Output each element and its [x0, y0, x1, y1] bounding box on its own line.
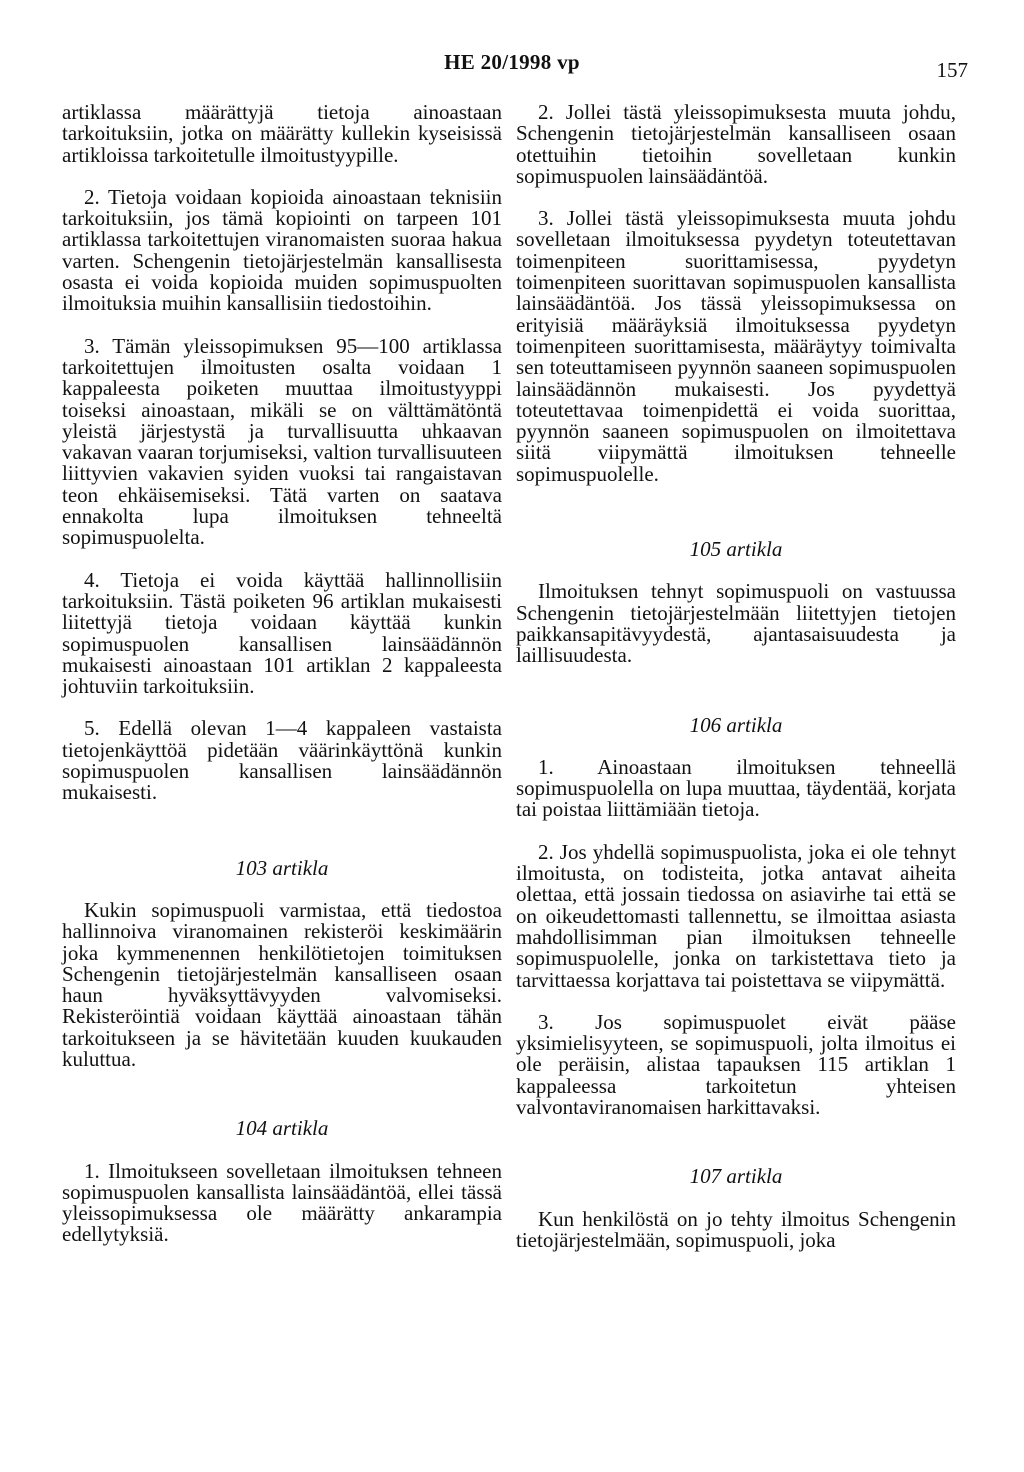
article-heading-105: 105 artikla [689, 537, 783, 562]
right-column [516, 96, 956, 1251]
paragraph-continuation: artiklassa määrättyjä tietoja ainoastaan tarkoituksiin, jotka on määrätty kullekin kyseisissä artikloissa tarkoitetulle ilmoitustyypille. [62, 100, 502, 167]
left-column [62, 96, 502, 1246]
article-107-text: Kun henkilöstä on jo tehty ilmoitus Schengenin tietojärjestelmään, sopimuspuoli, joka [516, 1206, 956, 1252]
article-heading-103: 103 artikla [235, 855, 329, 880]
article-103-text: Kukin sopimuspuoli varmistaa, että tiedostoa hallinnoiva viranomainen rekisteröi keskimäärin joka kymmenennen henkilötietojen toimituksen Schengenin tietojärjestelmän kansalliseen osaan haun hyväksyttävyyden valvomiseksi. Rekisteröintiä voidaan käyttää ainoastaan tähän tarkoitukseen ja se hävitetään kuuden kuukauden kuluttua. [62, 897, 502, 1071]
article-106-paragraph-3: 3. Jos sopimuspuolet eivät pääse yksimielisyyteen, se sopimuspuoli, jolta ilmoitus ei ole peräisin, alistaa tapauksen 115 artiklan 1 kappaleessa tarkoitetun yhteisen valvontaviranomaisen harkittavaksi. [516, 1009, 956, 1119]
article-104-paragraph-3: 3. Jollei tästä yleissopimuksesta muuta johdu sovelletaan ilmoituksessa pyydetyn toteutettavan toimenpiteen suorittamisessa, pyydetyn toimenpiteen suorittavan sopimuspuolen kansallista lainsäädäntöä. Jos tässä yleissopimuksessa on erityisiä määräyksiä ilmoituksessa pyydetyn toimenpiteen suorittamisesta, määräytyy toimivalta sen toteuttamiseen pyynnön saaneen sopimuspuolen lainsäädännön mukaisesti. Jos pyydettyä toteutettavaa toimenpidettä ei voida suorittaa, pyynnön saaneen sopimuspuolen on ilmoitettava siitä viipymättä ilmoituksen tehneelle sopimuspuolelle. [516, 206, 956, 486]
paragraph-3: 3. Tämän yleissopimuksen 95—100 artiklassa tarkoitettujen ilmoitusten osalta voidaan 1 kappaleesta poiketen muuttaa ilmoitustyyppi toiseksi ainoastaan, mikäli se on välttämätöntä yleistä järjestystä ja turvallisuutta uhkaavan vakavan vaaran torjumiseksi, valtion turvallisuuteen liittyvien vakavien syiden vuoksi tai rangaistavan teon ehkäisemiseksi. Tätä varten on saatava ennakolta lupa ilmoituksen tehneeltä sopimuspuolelta. [62, 333, 502, 550]
paragraph-4: 4. Tietoja ei voida käyttää hallinnollisiin tarkoituksiin. Tästä poiketen 96 artiklan mukaisesti liitettyjä tietoja voidaan käyttää kunkin sopimuspuolen kansallisen lainsäädännön mukaisesti ainoastaan 101 artiklan 2 kappaleesta johtuviin tarkoituksiin. [62, 567, 502, 699]
article-heading-107: 107 artikla [689, 1164, 783, 1189]
page-number: 157 [936, 58, 968, 82]
document-identifier: HE 20/1998 vp [444, 50, 580, 74]
running-header [0, 50, 1024, 84]
paragraph-5: 5. Edellä olevan 1—4 kappaleen vastaista tietojenkäyttöä pidetään väärinkäyttönä kunkin sopimuspuolen kansallisen lainsäädännön mukaisesti. [62, 716, 502, 805]
paragraph-2: 2. Tietoja voidaan kopioida ainoastaan teknisiin tarkoituksiin, jos tämä kopiointi on tarpeen 101 artiklassa tarkoitettujen viranomaisten suoraa hakua varten. Schengenin tietojärjestelmän kansallisesta osasta ei voida kopioida muiden sopimuspuolten ilmoituksia muihin kansallisiin tiedostoihin. [62, 184, 502, 316]
article-106-paragraph-1: 1. Ainoastaan ilmoituksen tehneellä sopimuspuolella on lupa muuttaa, täydentää, korjata tai poistaa liittämiään tietoja. [516, 754, 956, 822]
article-105-text: Ilmoituksen tehnyt sopimuspuoli on vastuussa Schengenin tietojärjestelmään liitettyjen tietojen paikkansapitävyydestä, ajantasaisuudesta ja laillisuudesta. [516, 579, 956, 668]
article-heading-106: 106 artikla [689, 712, 783, 737]
article-106-paragraph-2: 2. Jos yhdellä sopimuspuolista, joka ei ole tehnyt ilmoitusta, on todisteita, jotka antavat aiheita olettaa, että jossain tiedossa on asiavirhe tai että se on oikeudettomasti tallennettu, se ilmoittaa asiasta mahdollisimman pian ilmoituksen tehneelle sopimuspuolelle, jonka on tarkistettava tieto ja tarvittaessa korjattava tai poistettava se viipymättä. [516, 839, 956, 992]
article-104-paragraph-2: 2. Jollei tästä yleissopimuksesta muuta johdu, Schengenin tietojärjestelmän kansalliseen osaan otettuihin tietoihin sovelletaan kunkin sopimuspuolen lainsäädäntöä. [516, 100, 956, 188]
article-heading-104: 104 artikla [235, 1116, 329, 1141]
article-104-paragraph-1: 1. Ilmoitukseen sovelletaan ilmoituksen tehneen sopimuspuolen kansallista lainsäädäntöä, ellei tässä yleissopimuksessa ole määrätty ankarampia edellytyksiä. [62, 1158, 502, 1247]
